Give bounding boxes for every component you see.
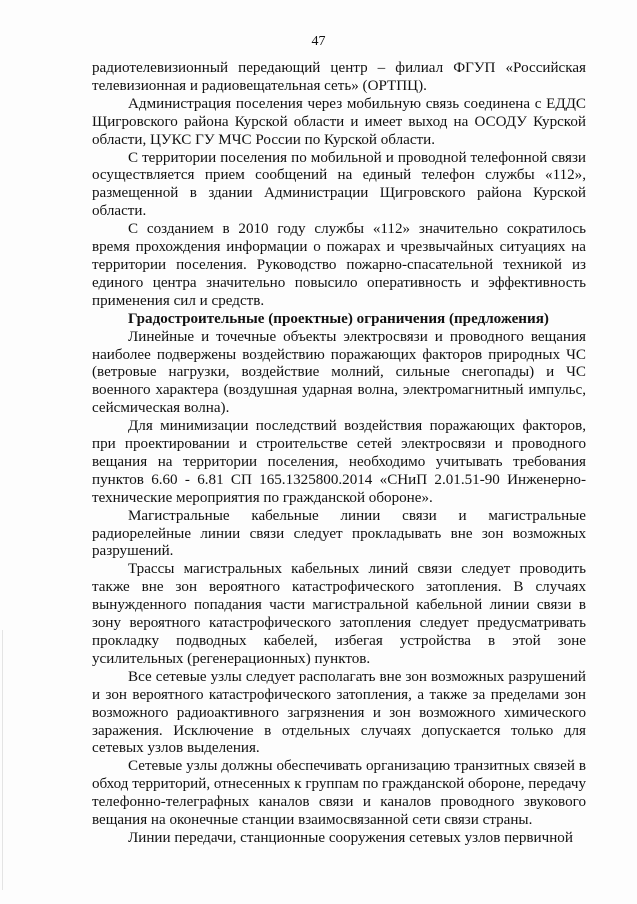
paragraph-vulnerable-objects: Линейные и точечные объекты электросвязи и проводного вещания наиболее подвержены воздействию поражающих факторов природных ЧС (ветровые нагрузки, воздействие молний, сильные снегопады) и ЧС военного характера (воздушная ударная волна, электромагнитный импульс, сейсмическая волна). <box>92 328 586 417</box>
scan-edge-mark <box>2 630 3 890</box>
paragraph-admin-communication: Администрация поселения через мобильную связь соединена с ЕДДС Щигровского района Курской области и имеет выход на ОСОДУ Курской области, ЦУКС ГУ МЧС России по Курской области. <box>92 95 586 148</box>
paragraph-112-reception: С территории поселения по мобильной и проводной телефонной связи осуществляется прием сообщений на единый телефон службы «112», размещенной в здании Администрации Щигровского района Курской области. <box>92 149 586 220</box>
page-number: 47 <box>311 34 326 49</box>
paragraph-minimization: Для минимизации последствий воздействия поражающих факторов, при проектировании и строительстве сетей электросвязи и проводного вещания на территории поселения, необходимо учитывать требования пунктов 6.60 - 6.81 СП 165.1325800.2014 «СНиП 2.01.51-90 Инженерно-технические мероприятия по гражданской обороне». <box>92 418 586 506</box>
paragraph-continued: радиотелевизионный передающий центр – филиал ФГУП «Российская телевизионная и радиовещательная сеть» (ОРТПЦ). <box>92 60 586 94</box>
paragraph-cable-routes: Трассы магистральных кабельных линий связи следует проводить также вне зон вероятного катастрофического затопления. В случаях вынужденного попадания части магистральной кабельной линии связи в зону вероятного катастрофического затопления следует предусматривать прокладку подводных кабелей, избегая устройства в этой зоне усилительных (регенерационных) пунктов. <box>92 561 586 667</box>
paragraph-trunk-lines: Магистральные кабельные линии связи и магистральные радиорелейные линии связи следует прокладывать вне зон возможных разрушений. <box>92 507 586 560</box>
paragraph-112-since-2010: С созданием в 2010 году службы «112» значительно сократилось время прохождения информации о пожарах и чрезвычайных ситуациях на территории поселения. Руководство пожарно-спасательной техникой из единого центра значительно повысило оперативность и эффективность применения сил и средств. <box>92 221 586 309</box>
section-heading: Градостроительные (проектные) ограничения (предложения) <box>128 310 549 327</box>
paragraph-transmission-lines: Линии передачи, станционные сооружения сетевых узлов первичной <box>128 829 573 846</box>
paragraph-transit-links: Сетевые узлы должны обеспечивать организацию транзитных связей в обход территорий, отнесенных к группам по гражданской обороне, передачу телефонно-телеграфных каналов связи и каналов проводного звукового вещания на оконечные станции взаимосвязанной сети связи страны. <box>92 758 586 829</box>
document-body <box>92 60 586 848</box>
paragraph-network-nodes: Все сетевые узлы следует располагать вне зон возможных разрушений и зон вероятного катастрофического затопления, а также за пределами зон возможного радиоактивного загрязнения и зон возможного химического заражения. Исключение в отдельных случаях допускается только для сетевых узлов выделения. <box>92 668 586 757</box>
